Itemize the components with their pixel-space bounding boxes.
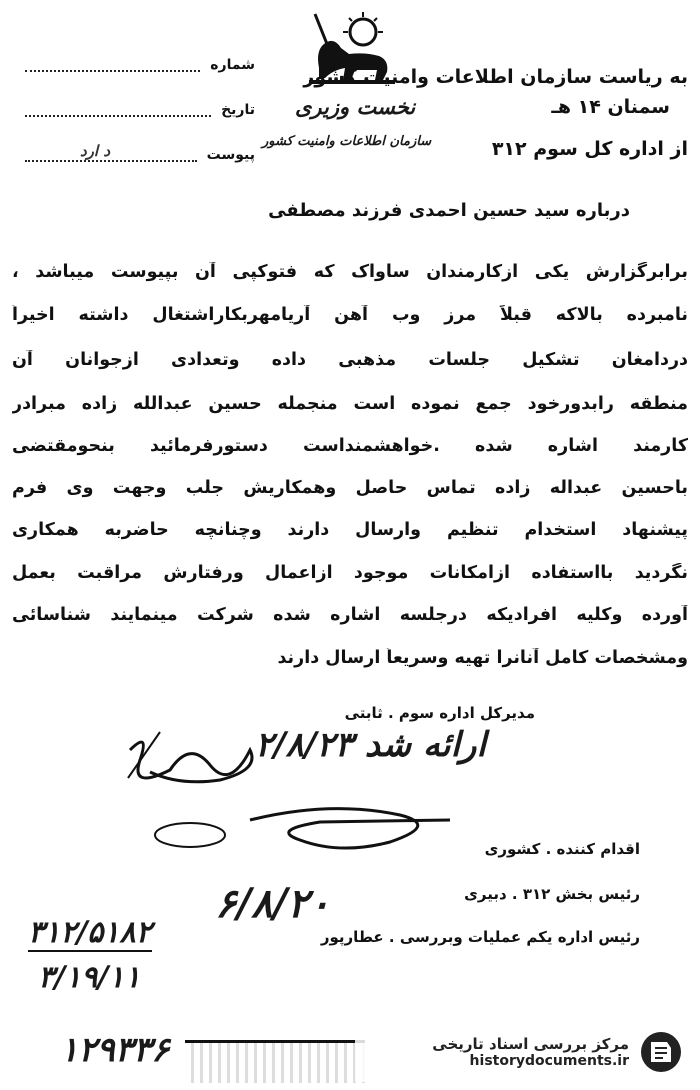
- stamp-savak: سازمان اطلاعات وامنیت کشور: [262, 134, 432, 149]
- meta-number-dots: [25, 58, 200, 72]
- body-line: برابرگزارش یکی ازکارمندان ساواک که فتوکپی آن بپیوست میباشد ،: [12, 262, 688, 282]
- subject-line: درباره سید حسین احمدی فرزند مصطفی: [268, 200, 630, 221]
- body-line: منطقه رابدورخود جمع نموده است منجمله حسین عبدالله زاده مبرادر: [12, 394, 688, 414]
- signature-scribble-icon: [120, 720, 270, 790]
- bottom-stamp-smudge: [185, 1040, 365, 1083]
- body-line: دردامغان تشکیل جلسات مذهبی داده وتعدادی ازجوانان آن: [12, 350, 688, 370]
- body-line: آورده وکلیه افرادیکه درجلسه اشاره شده شرکت مینمایند شناسائی: [12, 605, 688, 625]
- meta-number-label: شماره: [210, 57, 255, 73]
- stamp-prime-ministry: نخست وزیری: [295, 94, 416, 119]
- watermark-logo-icon: [637, 1028, 685, 1076]
- date-line: سمنان ۱۴ هـ: [551, 96, 670, 118]
- footer-office-head: رئیس اداره یکم عملیات وبررسی . عطارپور: [320, 928, 640, 946]
- meta-date-row: [25, 97, 255, 123]
- signatory-title: مدیرکل اداره سوم . ثابتی: [344, 704, 535, 722]
- recipient-line: به ریاست سازمان اطلاعات وامنیت کشور: [303, 66, 688, 88]
- handwritten-date: ۳/۱۹/۱۱: [38, 960, 141, 995]
- meta-attachment-dots: [25, 148, 197, 162]
- meta-attachment-value: د ارد: [80, 142, 110, 160]
- meta-date-dots: [25, 103, 211, 117]
- meta-date-label: تاریخ: [221, 102, 255, 118]
- body-line: نگردید بااستفاده ازامکانات موجود ازاعمال ورفتارش مراقبت بعمل: [12, 563, 688, 583]
- handwritten-date-2: ۶/۸/۲۰: [215, 880, 331, 927]
- body-line: باحسین عبداله زاده تماس حاصل وهمکاریش جلب وجهت وی فرم: [12, 478, 688, 498]
- meta-attachment-label: پیوست: [206, 147, 255, 163]
- body-line: ومشخصات کامل آنانرا تهیه وسریعاً ارسال دارند: [277, 648, 688, 668]
- watermark-text: [432, 1035, 629, 1069]
- watermark-title: مرکز بررسی اسناد تاریخی: [432, 1035, 629, 1053]
- footer-action-officer: اقدام کننده . کشوری: [484, 840, 640, 858]
- body-line: نامبرده بالاکه قبلاً مرز وب آهن آریامهربکاراشتغال داشته اخیراً: [12, 305, 688, 325]
- meta-attachment-row: [25, 142, 255, 168]
- watermark: [355, 1022, 685, 1082]
- bottom-number: ۱۲۹۳۳۶: [60, 1030, 170, 1070]
- footer-signature-scribble-icon: [150, 800, 470, 865]
- watermark-url: historydocuments.ir: [469, 1053, 629, 1069]
- meta-number-row: [25, 52, 255, 78]
- body-line: پیشنهاد استخدام تنظیم وارسال دارند وچنانچه حاضربه همکاری: [12, 520, 688, 540]
- body-line: کارمند اشاره شده .خواهشمنداست دستورفرمائید بنحومقتضی: [12, 436, 688, 456]
- handwritten-ref-number: ۳۱۲/۵۱۸۲: [28, 915, 152, 950]
- sender-line: از اداره کل سوم ۳۱۲: [491, 138, 688, 160]
- handwritten-note: ارائه شد ۲/۸/۲۳: [255, 725, 486, 765]
- footer-section-head: رئیس بخش ۳۱۲ . دبیری: [464, 885, 640, 903]
